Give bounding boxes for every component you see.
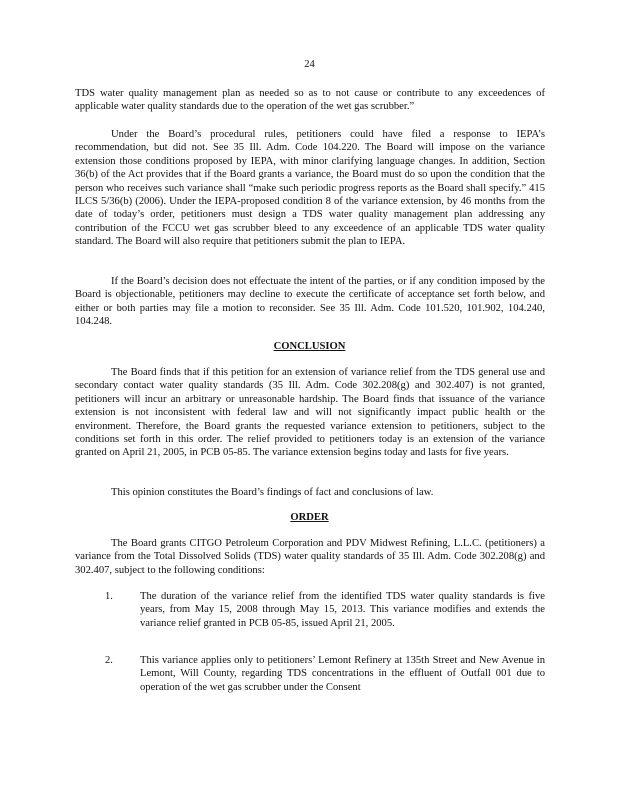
order-paragraph: The Board grants CITGO Petroleum Corporation and PDV Midwest Refining, L.L.C. (petitioners) a variance from the Total Dissolved Solids (TDS) water quality standards of 35 Ill. Adm. Code 302.208(g) and 302.407, subject to the following conditions: [75,538,545,576]
procedural-rules-paragraph: Under the Board’s procedural rules, petitioners could have filed a response to IEPA’s recommendation, but did not. See 35 Ill. Adm. Code 104.220. The Board will impose on the variance extension those conditions proposed by IEPA, with minor clarifying language changes. In addition, Section 36(b) of the Act provides that if the Board grants a variance, the Board must do so upon the condition that the person who receives such variance shall “make such periodic progress reports as the Board shall specify.” 415 ILCS 5/36(b) (2006). Under the IEPA-proposed condition 8 of the variance extension, by 46 months from the date of today’s order, petitioners must design a TDS water quality management plan addressing any contribution of the FCCU wet gas scrubber bleed to any exceedence of an applicable TDS water quality standard. The Board will also require that petitioners submit the plan to IEPA. [75,129,545,248]
condition-number: 2. [105,655,113,666]
conclusion-paragraph: The Board finds that if this petition for an extension of variance relief from the TDS general use and secondary contact water quality standards (35 Ill. Adm. Code 302.208(g) and 302.407) is not granted, petitioners will incur an arbitrary or unreasonable hardship. The Board finds that issuance of the variance extension is not inconsistent with federal law and will not significantly impact public health or the environment. Therefore, the Board grants the requested variance extension to petitioners, subject to the conditions set forth in this order. The relief provided to petitioners today is an extension of the variance granted on April 21, 2005, in PCB 05-85. The variance extension begins today and lasts for five years. [75,367,545,459]
condition-item: This variance applies only to petitioners’ Lemont Refinery at 135th Street and New Avenue in Lemont, Will County, regarding TDS concentrations in the effluent of Outfall 001 due to operation of the wet gas scrubber under the Consent [140,655,545,693]
continuation-paragraph: TDS water quality management plan as needed so as to not cause or contribute to any exceedences of applicable water quality standards due to the operation of the wet gas scrubber.” [75,88,545,113]
board-decision-paragraph: If the Board’s decision does not effectuate the intent of the parties, or if any condition imposed by the Board is objectionable, petitioners may decline to execute the certificate of acceptance set forth below, and either or both parties may file a motion to reconsider. See 35 Ill. Adm. Code 101.520, 101.902, 104.240, 104.248. [75,276,545,328]
order-heading: ORDER [290,512,329,523]
page-number: 24 [304,59,315,70]
opinion-paragraph: This opinion constitutes the Board’s findings of fact and conclusions of law. [111,487,434,498]
conclusion-heading: CONCLUSION [273,341,346,352]
condition-item: The duration of the variance relief from the identified TDS water quality standards is five years, from May 15, 2008 through May 15, 2013. This variance modifies and extends the variance relief granted in PCB 05-85, issued April 21, 2005. [140,591,545,629]
condition-number: 1. [105,591,113,602]
